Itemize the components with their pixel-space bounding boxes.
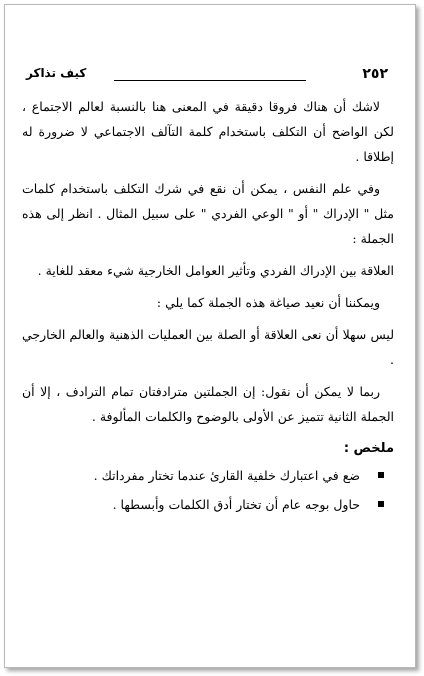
- book-title: كيف تذاكر: [26, 66, 87, 80]
- paragraph: وفي علم النفس ، يمكن أن نقع في شرك التكلف باستخدام كلمات مثل " الإدراك " أو " الوعي الفردي " على سبيل المثال . انظر إلى هذه الجملة :: [22, 181, 394, 246]
- square-bullet-icon: [378, 472, 384, 478]
- paragraph: لاشك أن هناك فروقا دقيقة في المعنى هنا بالنسبة لعالم الاجتماع ، لكن الواضح أن التكلف باستخدام كلمة التآلف الاجتماعي لا ضرورة له إطلاقا .: [22, 99, 394, 164]
- list-item-text: حاول بوجه عام أن تختار أدق الكلمات وأبسطها .: [112, 497, 360, 512]
- summary-list: [22, 463, 394, 517]
- list-item: [22, 492, 384, 517]
- example-sentence: العلاقة بين الإدراك الفردي وتأثير العوامل الخارجية شيء معقد للغاية .: [37, 263, 394, 278]
- list-item-text: ضع في اعتبارك خلفية القارئ عندما تختار مفرداتك .: [93, 468, 360, 483]
- page-header: [26, 66, 388, 88]
- example-sentence: ليس سهلا أن نعى العلاقة أو الصلة بين العمليات الذهنية والعالم الخارجي .: [22, 327, 394, 367]
- page-number: ٢٥٢: [362, 66, 388, 82]
- paragraph: ربما لا يمكن أن نقول: إن الجملتين مترادفتان تمام الترادف ، إلا أن الجملة الثانية تتميز عن الأولى بالوضوح والكلمات المألوفة .: [22, 384, 394, 424]
- paragraph: ويمكننا أن نعيد صياغة هذه الجملة كما يلي :: [156, 295, 380, 310]
- square-bullet-icon: [378, 501, 384, 507]
- summary-heading: ملخص :: [343, 441, 394, 456]
- page-body: [22, 94, 394, 521]
- header-rule: [114, 80, 306, 81]
- list-item: [22, 463, 384, 488]
